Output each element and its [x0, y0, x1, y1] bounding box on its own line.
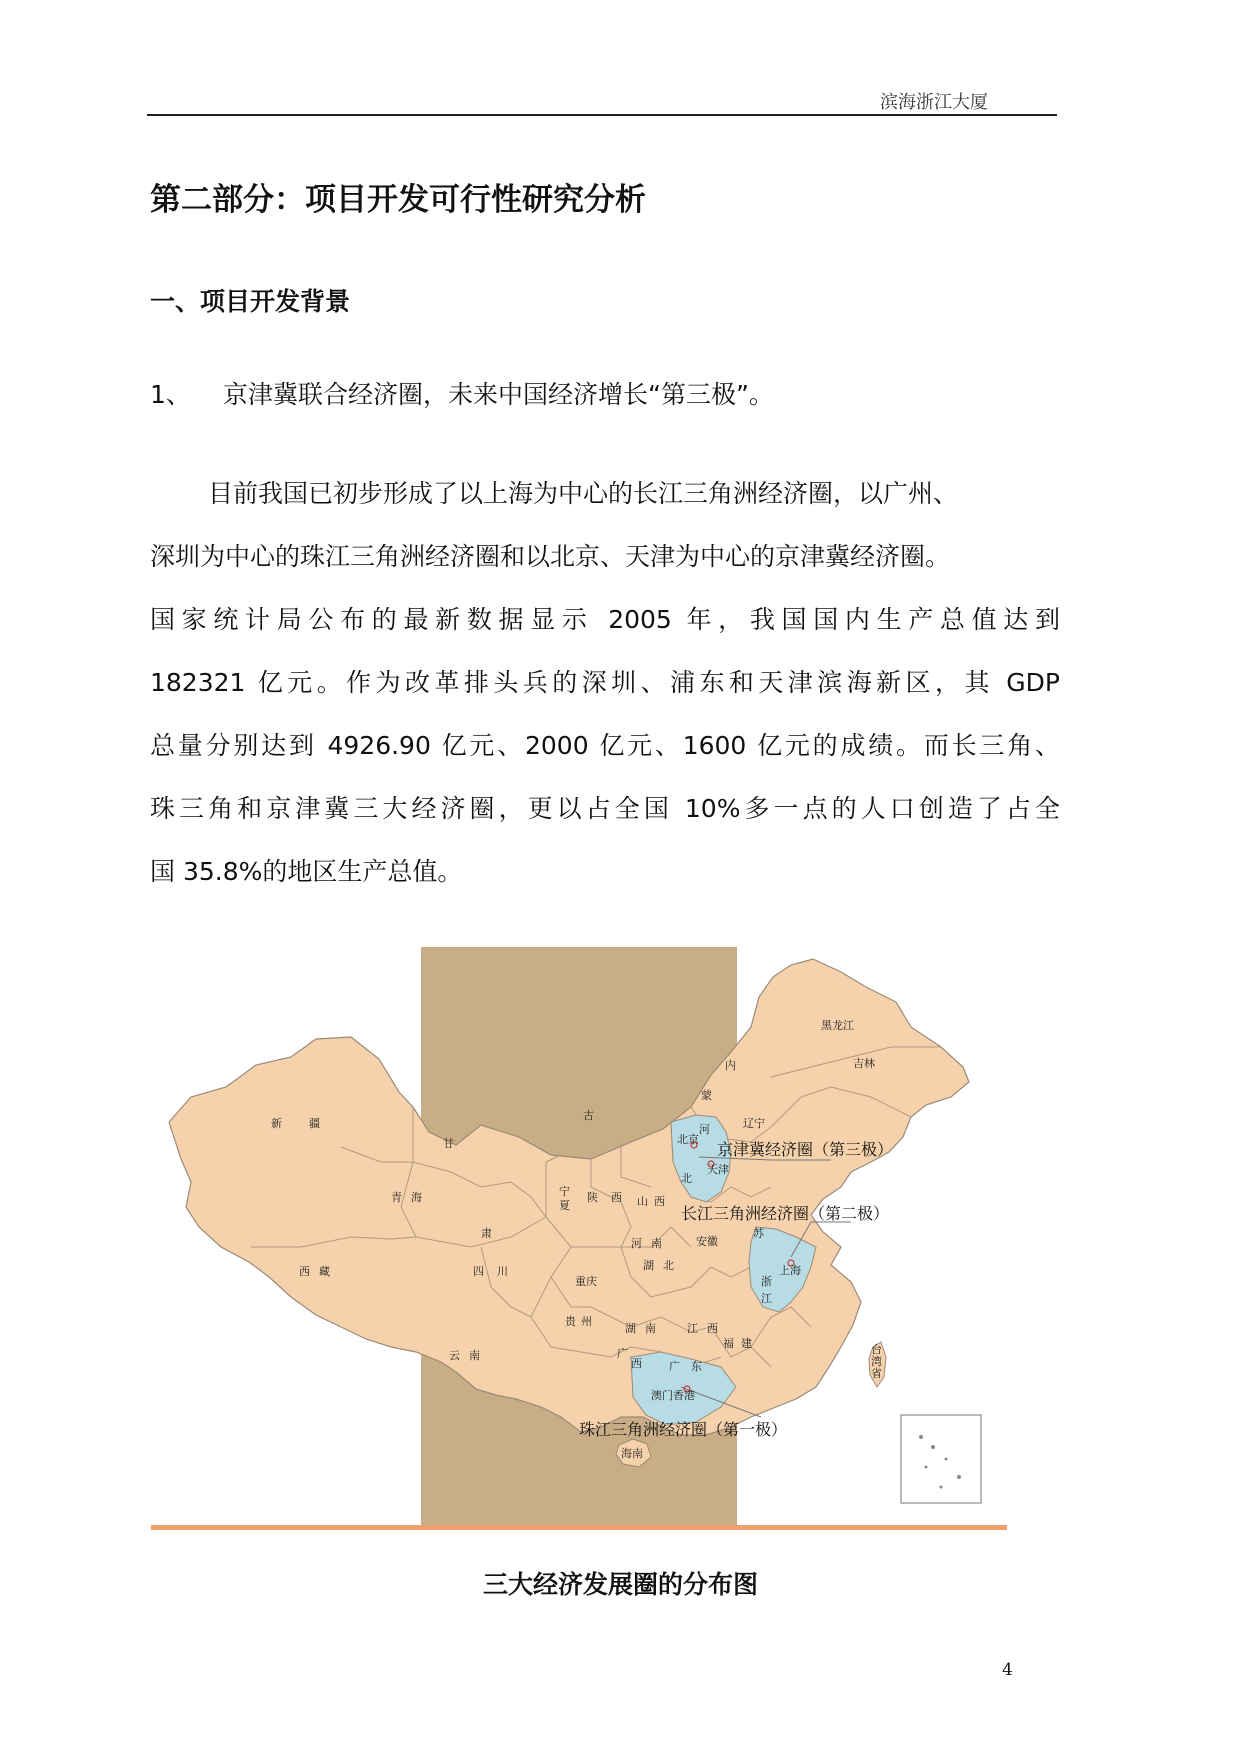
page-number: 4	[1002, 1660, 1013, 1680]
label-hunan2: 南	[645, 1322, 656, 1335]
label-guizhou2: 州	[581, 1315, 592, 1328]
label-shanghai: 上海	[779, 1264, 801, 1277]
paragraph-line: 目前我国已初步形成了以上海为中心的长江三角洲经济圈，以广州、	[208, 479, 959, 508]
label-sichuan1: 四	[473, 1265, 484, 1278]
label-guangxi1: 广	[617, 1347, 628, 1360]
label-guangdong1: 广	[669, 1360, 680, 1373]
label-chongqing: 重庆	[575, 1275, 597, 1288]
label-yunnan1: 云	[449, 1349, 460, 1362]
label-gansu2: 肃	[481, 1227, 492, 1240]
label-hebei2: 北	[681, 1172, 692, 1185]
label-jiangsu: 苏	[753, 1227, 764, 1240]
label-yunnan2: 南	[469, 1349, 480, 1362]
body-paragraph	[150, 462, 1060, 903]
label-hainan: 海南	[621, 1447, 643, 1460]
part-title: 第二部分：项目开发可行性研究分析	[150, 182, 646, 218]
label-sichuan2: 川	[497, 1265, 508, 1278]
label-hebei1: 河	[699, 1123, 710, 1136]
label-henan1: 河	[631, 1237, 642, 1250]
zone-label-changjiang: 长江三角洲经济圈（第二极）	[681, 1204, 890, 1223]
label-shanxi1: 山	[637, 1195, 648, 1208]
label-qinghai1: 青	[391, 1191, 402, 1204]
label-zhejiang1: 浙	[761, 1275, 772, 1288]
label-jiangxi2: 西	[707, 1322, 718, 1335]
list-item-text: 京津冀联合经济圈，未来中国经济增长“第三极”。	[223, 380, 774, 409]
label-xizang2: 藏	[319, 1265, 330, 1278]
running-header: 滨海浙江大厦	[880, 92, 988, 113]
label-fujian1: 福	[723, 1337, 734, 1350]
label-nei2: 蒙	[701, 1089, 712, 1102]
label-nei3: 古	[583, 1109, 594, 1122]
label-hkmacau: 澳门香港	[651, 1389, 695, 1402]
zone-label-jingjinji: 京津冀经济圈（第三极）	[717, 1140, 894, 1159]
label-taiwan3: 省	[871, 1367, 882, 1380]
label-gansu1: 甘	[443, 1137, 454, 1150]
list-item	[150, 375, 774, 411]
label-beijing: 北京	[677, 1133, 699, 1146]
paragraph-line: 珠三角和京津冀三大经济圈，更以占全国 10%多一点的人口创造了占全	[150, 794, 1060, 823]
label-fujian2: 建	[741, 1337, 752, 1350]
label-heilongjiang: 黑龙江	[821, 1019, 854, 1032]
china-economic-zones-map	[151, 947, 1007, 1530]
label-hunan1: 湖	[625, 1322, 636, 1335]
section-title: 一、项目开发背景	[150, 287, 351, 316]
label-guangxi2: 西	[631, 1357, 642, 1370]
label-shaanxi1: 陕	[587, 1191, 598, 1204]
list-item-number: 1、	[150, 380, 191, 409]
label-nei1: 内	[725, 1059, 736, 1072]
label-taiwan2: 湾	[871, 1355, 882, 1368]
label-liaoning: 辽宁	[743, 1117, 765, 1130]
label-zhejiang2: 江	[761, 1292, 772, 1305]
zone-label-zhujiang: 珠江三角洲经济圈（第一极）	[579, 1420, 788, 1439]
label-shaanxi2: 西	[611, 1191, 622, 1204]
label-xinjiang1: 新	[271, 1117, 282, 1130]
label-henan2: 南	[651, 1237, 662, 1250]
figure-caption: 三大经济发展圈的分布图	[482, 1570, 758, 1599]
label-xinjiang2: 疆	[309, 1117, 320, 1130]
label-ningxia1: 宁	[559, 1185, 570, 1198]
label-guizhou1: 贵	[565, 1315, 576, 1328]
paragraph-line: 国 35.8%的地区生产总值。	[150, 857, 463, 886]
header-rule	[147, 114, 1057, 116]
label-jiangxi1: 江	[687, 1322, 698, 1335]
label-qinghai2: 海	[411, 1191, 422, 1204]
label-xizang1: 西	[299, 1265, 310, 1278]
label-jilin: 吉林	[853, 1057, 875, 1070]
label-hubei2: 北	[663, 1259, 674, 1272]
label-taiwan1: 台	[871, 1343, 882, 1356]
map-svg	[151, 947, 1007, 1530]
paragraph-line: 国家统计局公布的最新数据显示 2005 年，我国国内生产总值达到	[150, 605, 1060, 634]
map-bottom-border	[151, 1525, 1007, 1530]
label-anhui: 安徽	[696, 1235, 718, 1248]
label-ningxia2: 夏	[559, 1199, 570, 1212]
label-tianjin: 天津	[707, 1163, 729, 1176]
paragraph-line: 总量分别达到 4926.90 亿元、2000 亿元、1600 亿元的成绩。而长三角、	[150, 731, 1060, 760]
label-guangdong2: 东	[691, 1360, 702, 1373]
paragraph-line: 182321 亿元。作为改革排头兵的深圳、浦东和天津滨海新区，其 GDP	[150, 668, 1060, 697]
label-hubei1: 湖	[643, 1259, 654, 1272]
paragraph-line: 深圳为中心的珠江三角洲经济圈和以北京、天津为中心的京津冀经济圈。	[150, 542, 951, 571]
label-shanxi2: 西	[654, 1195, 665, 1208]
south-sea-inset	[901, 1415, 981, 1503]
